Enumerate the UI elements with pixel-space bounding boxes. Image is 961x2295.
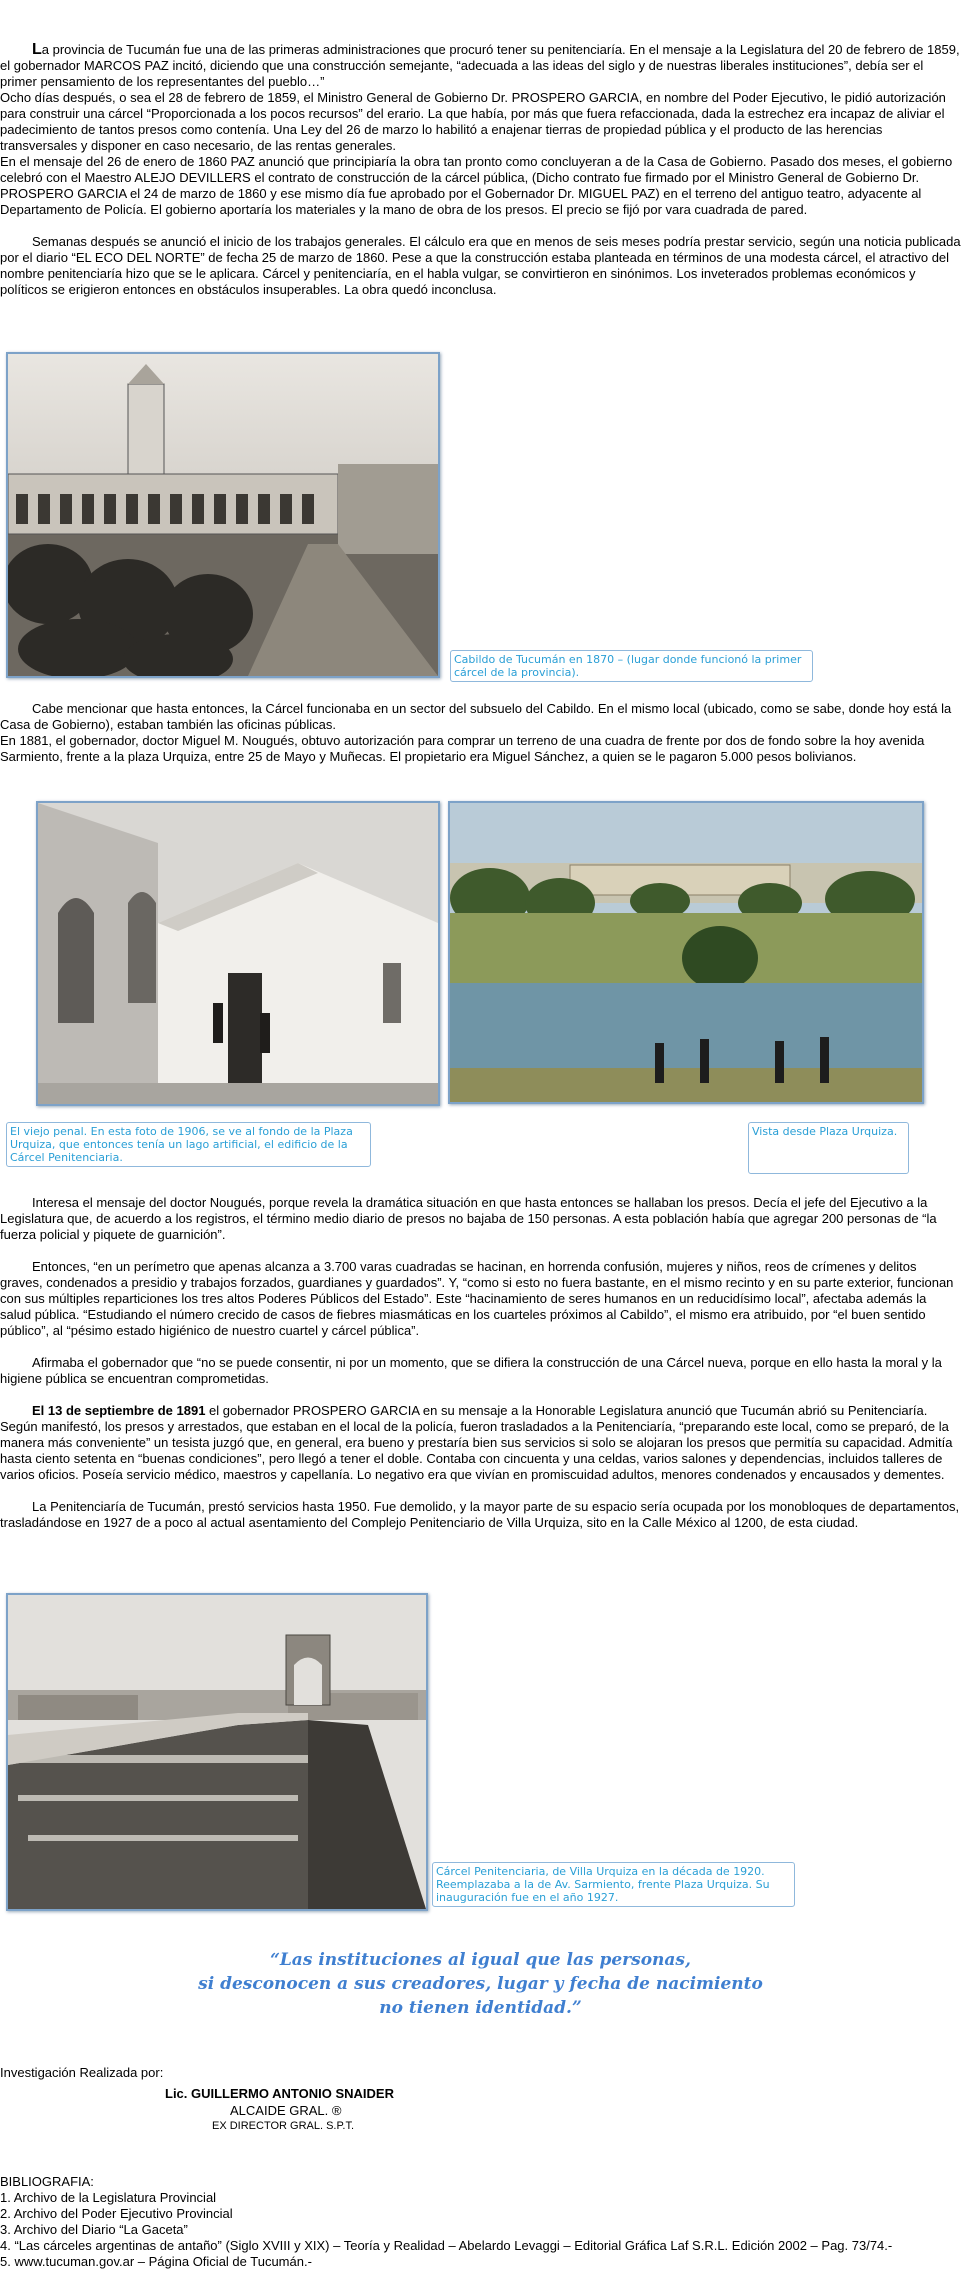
paragraph: Ocho días después, o sea el 28 de febrero de 1859, el Ministro General de Gobierno Dr. PROSPERO GARCIA, en nombre del Poder Ejecutivo, le pidió autorización para construir una cárcel “Proporcionada a los pocos recursos” del erario. La que había, por más que fuera refaccionada, dada la estrechez era incapaz de aliviar el padecimiento de tantos presos como contenía. Una Ley del 26 de marzo lo habilitó a enajenar tierras de propiedad pública y el producto de las herencias transversales y disponer en caso necesario, de las rentas generales. <box>0 90 946 153</box>
cabildo-photo <box>6 352 440 678</box>
paragraph: Cabe mencionar que hasta entonces, la Cárcel funcionaba en un sector del subsuelo del Cabildo. En el mismo local (ubicado, como se sabe, donde hoy está la Casa de Gobierno), estaban también las oficinas públicas. <box>0 701 952 732</box>
bibliography-heading: BIBLIOGRAFIA: <box>0 2174 94 2189</box>
villa-caption: Cárcel Penitenciaria, de Villa Urquiza en la década de 1920. Reemplazaba a la de Av. Sarmiento, frente Plaza Urquiza. Su inauguración fue en el año 1927. <box>432 1862 795 1907</box>
intro-text <box>0 42 961 298</box>
penal-illustration <box>38 803 438 1104</box>
section2-text <box>0 701 961 765</box>
paragraph: El 13 de septiembre de 1891 el gobernador PROSPERO GARCIA en su mensaje a la Honorable Legislatura anunció que Tucumán abrió su Penitenciaría. Según manifestó, los presos y arrestados, que estaban en el local de la policía, fueron trasladados a la Penitenciaría, “preparando este local, como se preparó, de la manera más conveniente” un tesista juzgó que, en general, era bueno y prestaría bien sus servicios si solo se alojaran los presos que permitía su capacidad. Admitía hasta ciento setenta en “buenas condiciones”, pero llegó a tener el doble. Contaba con cincuenta y una celdas, varios salones y dependencias, incluidos talleres de varios oficios. Poseía servicio médico, maestros y capellanía. Lo negativo era que vivían en promiscuidad adultos, menores condenados y encausados y dementes. <box>0 1403 953 1482</box>
bibliography-item: 2. Archivo del Poder Ejecutivo Provincial <box>0 2206 233 2221</box>
penal-photo <box>36 801 440 1106</box>
plaza-urquiza-photo <box>448 801 924 1104</box>
paragraph: Entonces, “en un perímetro que apenas alcanza a 3.700 varas cuadradas se hacinan, en horrenda confusión, mujeres y niños, reos de crímenes y delitos graves, condenados a presidio y trabajos forzados, guardianes y guardados”. Y, “como si esto no fuera bastante, en el mismo recinto y en su parte exterior, funcionan con sus múltiples reparticiones los tres altos Poderes Públicos del Estado”. Este “hacinamiento de seres humanos en un reducidísimo local”, afectaba además la salud pública. “Estudiando el número crecido de casos de fiebres miasmáticas en los cuarteles próximos al Cabildo”, el mismo era atribuido, por “el buen sentido público”, al “pésimo estado higiénico de nuestro cuartel y cárcel pública”. <box>0 1259 954 1338</box>
closing-quote <box>0 1948 961 2020</box>
author-title: ALCAIDE GRAL. ® <box>230 2103 342 2118</box>
villa-illustration <box>8 1595 426 1909</box>
paragraph: En el mensaje del 26 de enero de 1860 PAZ anunció que principiaría la obra tan pronto como concluyeran a de la Casa de Gobierno. Pasado dos meses, el gobierno celebró con el Maestro ALEJO DEVILLERS el contrato de construcción de la cárcel pública, (Dicho contrato fue firmado por el Ministro General de Gobierno Dr. PROSPERO GARCIA el 24 de marzo de 1860 y ese mismo día fue aprobado por el Gobernador Dr. MIGUEL PAZ) en el terreno del antiguo teatro, adyacente al Departamento de Policía. El gobierno aportaría los materiales y la mano de obra de los presos. El precio se fijó por vara cuadrada de pared. <box>0 154 953 217</box>
paragraph: Semanas después se anunció el inicio de los trabajos generales. El cálculo era que en menos de seis meses podría prestar servicio, según una noticia publicada por el diario “EL ECO DEL NORTE” de fecha 25 de marzo de 1860. Pese a que la construcción estaba planteada en términos de una modesta cárcel, el atractivo del nombre penitenciaría hizo que se le aplicara. Cárcel y penitenciaría, en el habla vulgar, se convirtieron en sinónimos. Los inveterados problemas económicos y políticos se erigieron entonces en obstáculos insuperables. La obra quedó inconclusa. <box>0 234 961 297</box>
paragraph: La Penitenciaría de Tucumán, prestó servicios hasta 1950. Fue demolido, y la mayor parte de su espacio sería ocupada por los monobloques de departamentos, trasladándose en 1927 de a poco al actual asentamiento del Complejo Penitenciario de Villa Urquiza, sito en la Calle México al 1200, de esta ciudad. <box>0 1499 960 1530</box>
cabildo-caption: Cabildo de Tucumán en 1870 – (lugar donde funcionó la primer cárcel de la provincia). <box>450 650 813 682</box>
bibliography-item: 1. Archivo de la Legislatura Provincial <box>0 2190 217 2205</box>
author-subtitle: EX DIRECTOR GRAL. S.P.T. <box>212 2120 355 2132</box>
paragraph: Afirmaba el gobernador que “no se puede consentir, ni por un momento, que se difiera la construcción de una Cárcel nueva, porque en ello hasta la moral y la higiene pública se encuentran comprometidas. <box>0 1355 942 1386</box>
paragraph: Interesa el mensaje del doctor Nougués, porque revela la dramática situación en que hasta entonces se hallaban los presos. Decía el jefe del Ejecutivo a la Legislatura que, de acuerdo a los registros, el término medio diario de presos no bajaba de 150 personas. A esta población había que agregar 200 personas de “la fuerza policial y piquete de guarnición”. <box>0 1195 937 1242</box>
research-credit: Investigación Realizada por: <box>0 2065 164 2080</box>
bibliography-item: 4. “Las cárceles argentinas de antaño” (Siglo XVIII y XIX) – Teoría y Realidad – Abelardo Levaggi – Editorial Gráfica Laf S.R.L. Edición 2002 – Pag. 73/74.- <box>0 2238 893 2253</box>
quote-line: si desconocen a sus creadores, lugar y fecha de nacimiento <box>198 1974 763 1994</box>
author-name: Lic. GUILLERMO ANTONIO SNAIDER <box>165 2086 394 2101</box>
plaza-caption: Vista desde Plaza Urquiza. <box>748 1122 909 1174</box>
drop-cap: L <box>32 41 42 58</box>
villa-urquiza-photo <box>6 1593 428 1911</box>
plaza-illustration <box>450 803 922 1102</box>
cabildo-illustration <box>8 354 438 676</box>
section3-text <box>0 1195 961 1531</box>
bibliography-item: 3. Archivo del Diario “La Gaceta” <box>0 2222 188 2237</box>
penal-caption: El viejo penal. En esta foto de 1906, se ve al fondo de la Plaza Urquiza, que entonces tenía un lago artificial, el edificio de la Cárcel Penitenciaria. <box>6 1122 371 1167</box>
quote-line: “Las instituciones al igual que las personas, <box>270 1950 691 1970</box>
bibliography-item: 5. www.tucuman.gov.ar – Página Oficial de Tucumán.- <box>0 2254 312 2269</box>
paragraph: La provincia de Tucumán fue una de las primeras administraciones que procuró tener su penitenciaría. En el mensaje a la Legislatura del 20 de febrero de 1859, el gobernador MARCOS PAZ incitó, diciendo que una construcción semejante, “adecuada a las ideas del siglo y de nuestras liberales instituciones”, debía ser el primer pensamiento de los representantes del pueblo…” <box>0 41 960 89</box>
quote-line: no tienen identidad.” <box>379 1998 582 2018</box>
paragraph: En 1881, el gobernador, doctor Miguel M. Nougués, obtuvo autorización para comprar un terreno de una cuadra de frente por dos de fondo sobre la hoy avenida Sarmiento, frente a la plaza Urquiza, entre 25 de Mayo y Muñecas. El propietario era Miguel Sánchez, a quien se le pagaron 5.000 pesos bolivianos. <box>0 733 925 764</box>
bibliography <box>0 2174 961 2270</box>
